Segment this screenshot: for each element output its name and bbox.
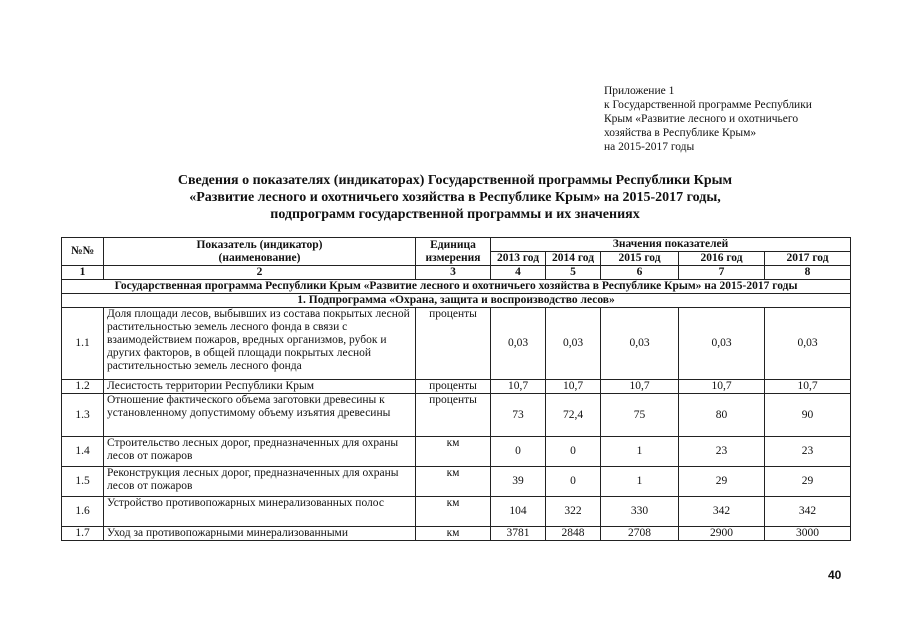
row-unit: проценты [416,380,491,394]
row-value: 0,03 [765,308,851,380]
title-line: Сведения о показателях (индикаторах) Государственной программы Республики Крым [177,173,733,188]
page-number: 40 [828,568,842,582]
document-title [60,172,850,223]
table-row [62,497,851,527]
header-year: 2015 год [601,252,679,266]
row-value: 0 [491,437,546,467]
row-value: 10,7 [491,380,546,394]
row-num: 1.7 [62,527,104,541]
title-line: «Развитие лесного и охотничьего хозяйства в Республике Крым» на 2015-2017 годы, [189,190,721,205]
column-number: 5 [546,266,601,280]
indicators-table [61,237,851,541]
row-indicator: Реконструкция лесных дорог, предназначенных для охраны лесов от пожаров [104,467,416,497]
row-unit: км [416,497,491,527]
column-number: 1 [62,266,104,280]
column-number: 6 [601,266,679,280]
row-value: 80 [679,394,765,437]
header-year: 2016 год [679,252,765,266]
row-value: 10,7 [546,380,601,394]
row-value: 29 [679,467,765,497]
appendix-line: на 2015-2017 годы [604,141,695,153]
header-year: 2014 год [546,252,601,266]
row-value: 0 [546,437,601,467]
row-value: 75 [601,394,679,437]
table-row [62,437,851,467]
row-value: 0,03 [491,308,546,380]
row-num: 1.2 [62,380,104,394]
appendix-line: хозяйства в Республике Крым» [604,127,757,139]
row-num: 1.4 [62,437,104,467]
row-indicator: Строительство лесных дорог, предназначенных для охраны лесов от пожаров [104,437,416,467]
appendix-line: Приложение 1 [604,85,675,97]
row-value: 72,4 [546,394,601,437]
table-row [62,467,851,497]
header-indicator: Показатель (индикатор) (наименование) [104,238,416,266]
row-indicator: Лесистость территории Республики Крым [104,380,416,394]
column-number: 3 [416,266,491,280]
table-row [62,380,851,394]
row-value: 342 [765,497,851,527]
column-number: 8 [765,266,851,280]
row-value: 1 [601,467,679,497]
row-unit: проценты [416,394,491,437]
row-value: 1 [601,437,679,467]
row-value: 73 [491,394,546,437]
appendix-note [604,84,812,154]
row-value: 2708 [601,527,679,541]
header-year: 2013 год [491,252,546,266]
appendix-line: к Государственной программе Республики [604,99,812,111]
table-row [62,308,851,380]
row-indicator: Устройство противопожарных минерализованных полос [104,497,416,527]
row-value: 39 [491,467,546,497]
appendix-line: Крым «Развитие лесного и охотничьего [604,113,799,125]
row-unit: км [416,437,491,467]
row-value: 322 [546,497,601,527]
row-value: 23 [765,437,851,467]
row-unit: км [416,527,491,541]
row-indicator: Доля площади лесов, выбывших из состава покрытых лесной растительностью земель лесного фонда в связи с взаимодействием пожаров, вредных организмов, рубок и других факторов, в общей площади покрытых лесной растительностью земель лесного фонда [104,308,416,380]
row-num: 1.1 [62,308,104,380]
row-value: 10,7 [765,380,851,394]
row-indicator: Отношение фактического объема заготовки древесины к установленному допустимому объему изъятия древесины [104,394,416,437]
row-unit: проценты [416,308,491,380]
program-row: Государственная программа Республики Крым «Развитие лесного и охотничьего хозяйства в Республике Крым» на 2015-2017 годы [62,280,851,294]
subprogram-row: 1. Подпрограмма «Охрана, защита и воспроизводство лесов» [62,294,851,308]
header-unit: Единица измерения [416,238,491,266]
title-line: подпрограмм государственной программы и их значениях [270,207,640,222]
row-value: 3000 [765,527,851,541]
row-value: 2900 [679,527,765,541]
row-value: 10,7 [679,380,765,394]
row-value: 3781 [491,527,546,541]
column-number: 4 [491,266,546,280]
row-indicator: Уход за противопожарными минерализованными [104,527,416,541]
row-value: 90 [765,394,851,437]
row-value: 104 [491,497,546,527]
column-number: 7 [679,266,765,280]
row-value: 29 [765,467,851,497]
row-value: 330 [601,497,679,527]
row-value: 2848 [546,527,601,541]
table-row [62,527,851,541]
row-num: 1.5 [62,467,104,497]
row-value: 10,7 [601,380,679,394]
row-value: 0,03 [679,308,765,380]
header-num: №№ [62,238,104,266]
header-values-group: Значения показателей [491,238,851,252]
row-value: 0,03 [601,308,679,380]
row-num: 1.6 [62,497,104,527]
row-value: 0,03 [546,308,601,380]
row-unit: км [416,467,491,497]
column-number: 2 [104,266,416,280]
row-value: 342 [679,497,765,527]
row-num: 1.3 [62,394,104,437]
header-year: 2017 год [765,252,851,266]
row-value: 0 [546,467,601,497]
table-row [62,394,851,437]
row-value: 23 [679,437,765,467]
